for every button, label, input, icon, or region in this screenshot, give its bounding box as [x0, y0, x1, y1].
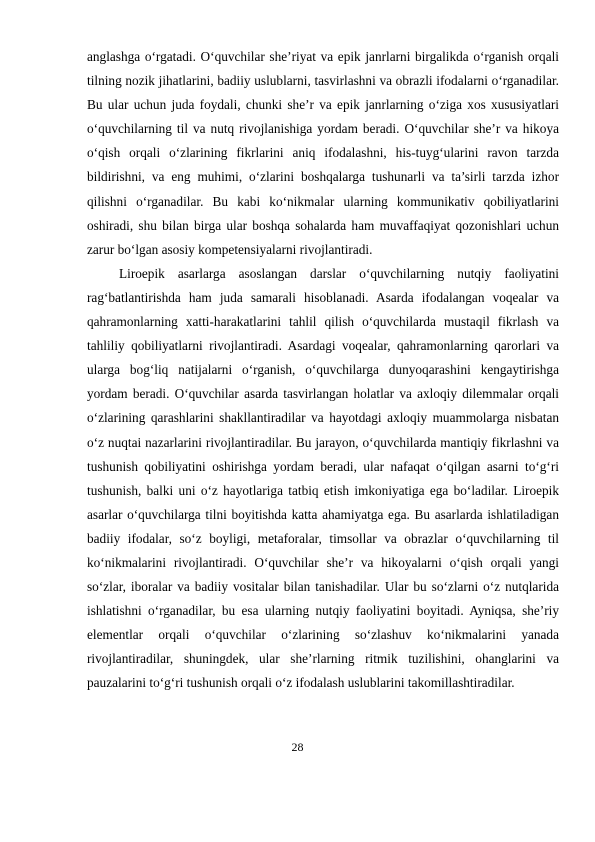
- paragraph-continuation: anglashga o‘rgatadi. O‘quvchilar she’riyat va epik janrlarni birgalikda o‘rganish orqali tilning nozik jihatlarini, badiiy uslublarni, tasvirlashni va obrazli ifodalarni o‘rganadilar. Bu ular uchun juda foydali, chunki she’r va epik janrlarning o‘ziga xos xususiyatlari o‘quvchilarning til va nutq rivojlanishiga yordam beradi. O‘quvchilar she’r va hikoya o‘qish orqali o‘zlarining fikrlarini aniq ifodalashni, his-tuyg‘ularini ravon tarzda bildirishni, va eng muhimi, o‘zlarini boshqalarga tushunarli va ta’sirli tarzda izhor qilishni o‘rganadilar. Bu kabi ko‘nikmalar ularning kommunikativ qobiliyatlarini oshiradi, shu bilan birga ular boshqa sohalarda ham muvaffaqiyat qozonishlari uchun zarur bo‘lgan asosiy kompetensiyalarni rivojlantiradi.: [87, 49, 559, 257]
- paragraph-liroepik: Liroepik asarlarga asoslangan darslar o‘quvchilarning nutqiy faoliyatini rag‘batlantirishda ham juda samarali hisoblanadi. Asarda ifodalangan voqealar va qahramonlarning xatti-harakatlarini tahlil qilish o‘quvchilarda mustaqil fikrlash va tahliliy qobiliyatlarni rivojlantiradi. Asardagi voqealar, qahramonlarning qarorlari va ularga bog‘liq natijalarni o‘rganish, o‘quvchilarga dunyoqarashini kengaytirishga yordam beradi. O‘quvchilar asarda tasvirlangan holatlar va axloqiy dilemmalar orqali o‘zlarining qarashlarini shakllantiradilar va hayotdagi axloqiy muammolarga nisbatan o‘z nuqtai nazarlarini rivojlantiradilar. Bu jarayon, o‘quvchilarda mantiqiy fikrlashni va tushunish qobiliyatini oshirishga yordam beradi, ular nafaqat o‘qilgan asarni to‘g‘ri tushunish, balki uni o‘z hayotlariga tatbiq etish imkoniyatiga ega bo‘ladilar. Liroepik asarlar o‘quvchilarga tilni boyitishda katta ahamiyatga ega. Bu asarlarda ishlatiladigan badiiy ifodalar, so‘z boyligi, metaforalar, timsollar va obrazlar o‘quvchilarning til ko‘nikmalarini rivojlantiradi. O‘quvchilar she’r va hikoyalarni o‘qish orqali yangi so‘zlar, iboralar va badiiy vositalar bilan tanishadilar. Ular bu so‘zlarni o‘z nutqlarida ishlatishni o‘rganadilar, bu esa ularning nutqiy faoliyatini boyitadi. Ayniqsa, she’riy elementlar orqali o‘quvchilar o‘zlarining so‘zlashuv ko‘nikmalarini yanada rivojlantiradilar, shuningdek, ular she’rlarning ritmik tuzilishini, ohanglarini va pauzalarini to‘g‘ri tushunish orqali o‘z ifodalash uslublarini takomillashtiradilar.: [87, 265, 559, 691]
- body-text: [87, 45, 559, 696]
- page-number: 28: [291, 740, 304, 754]
